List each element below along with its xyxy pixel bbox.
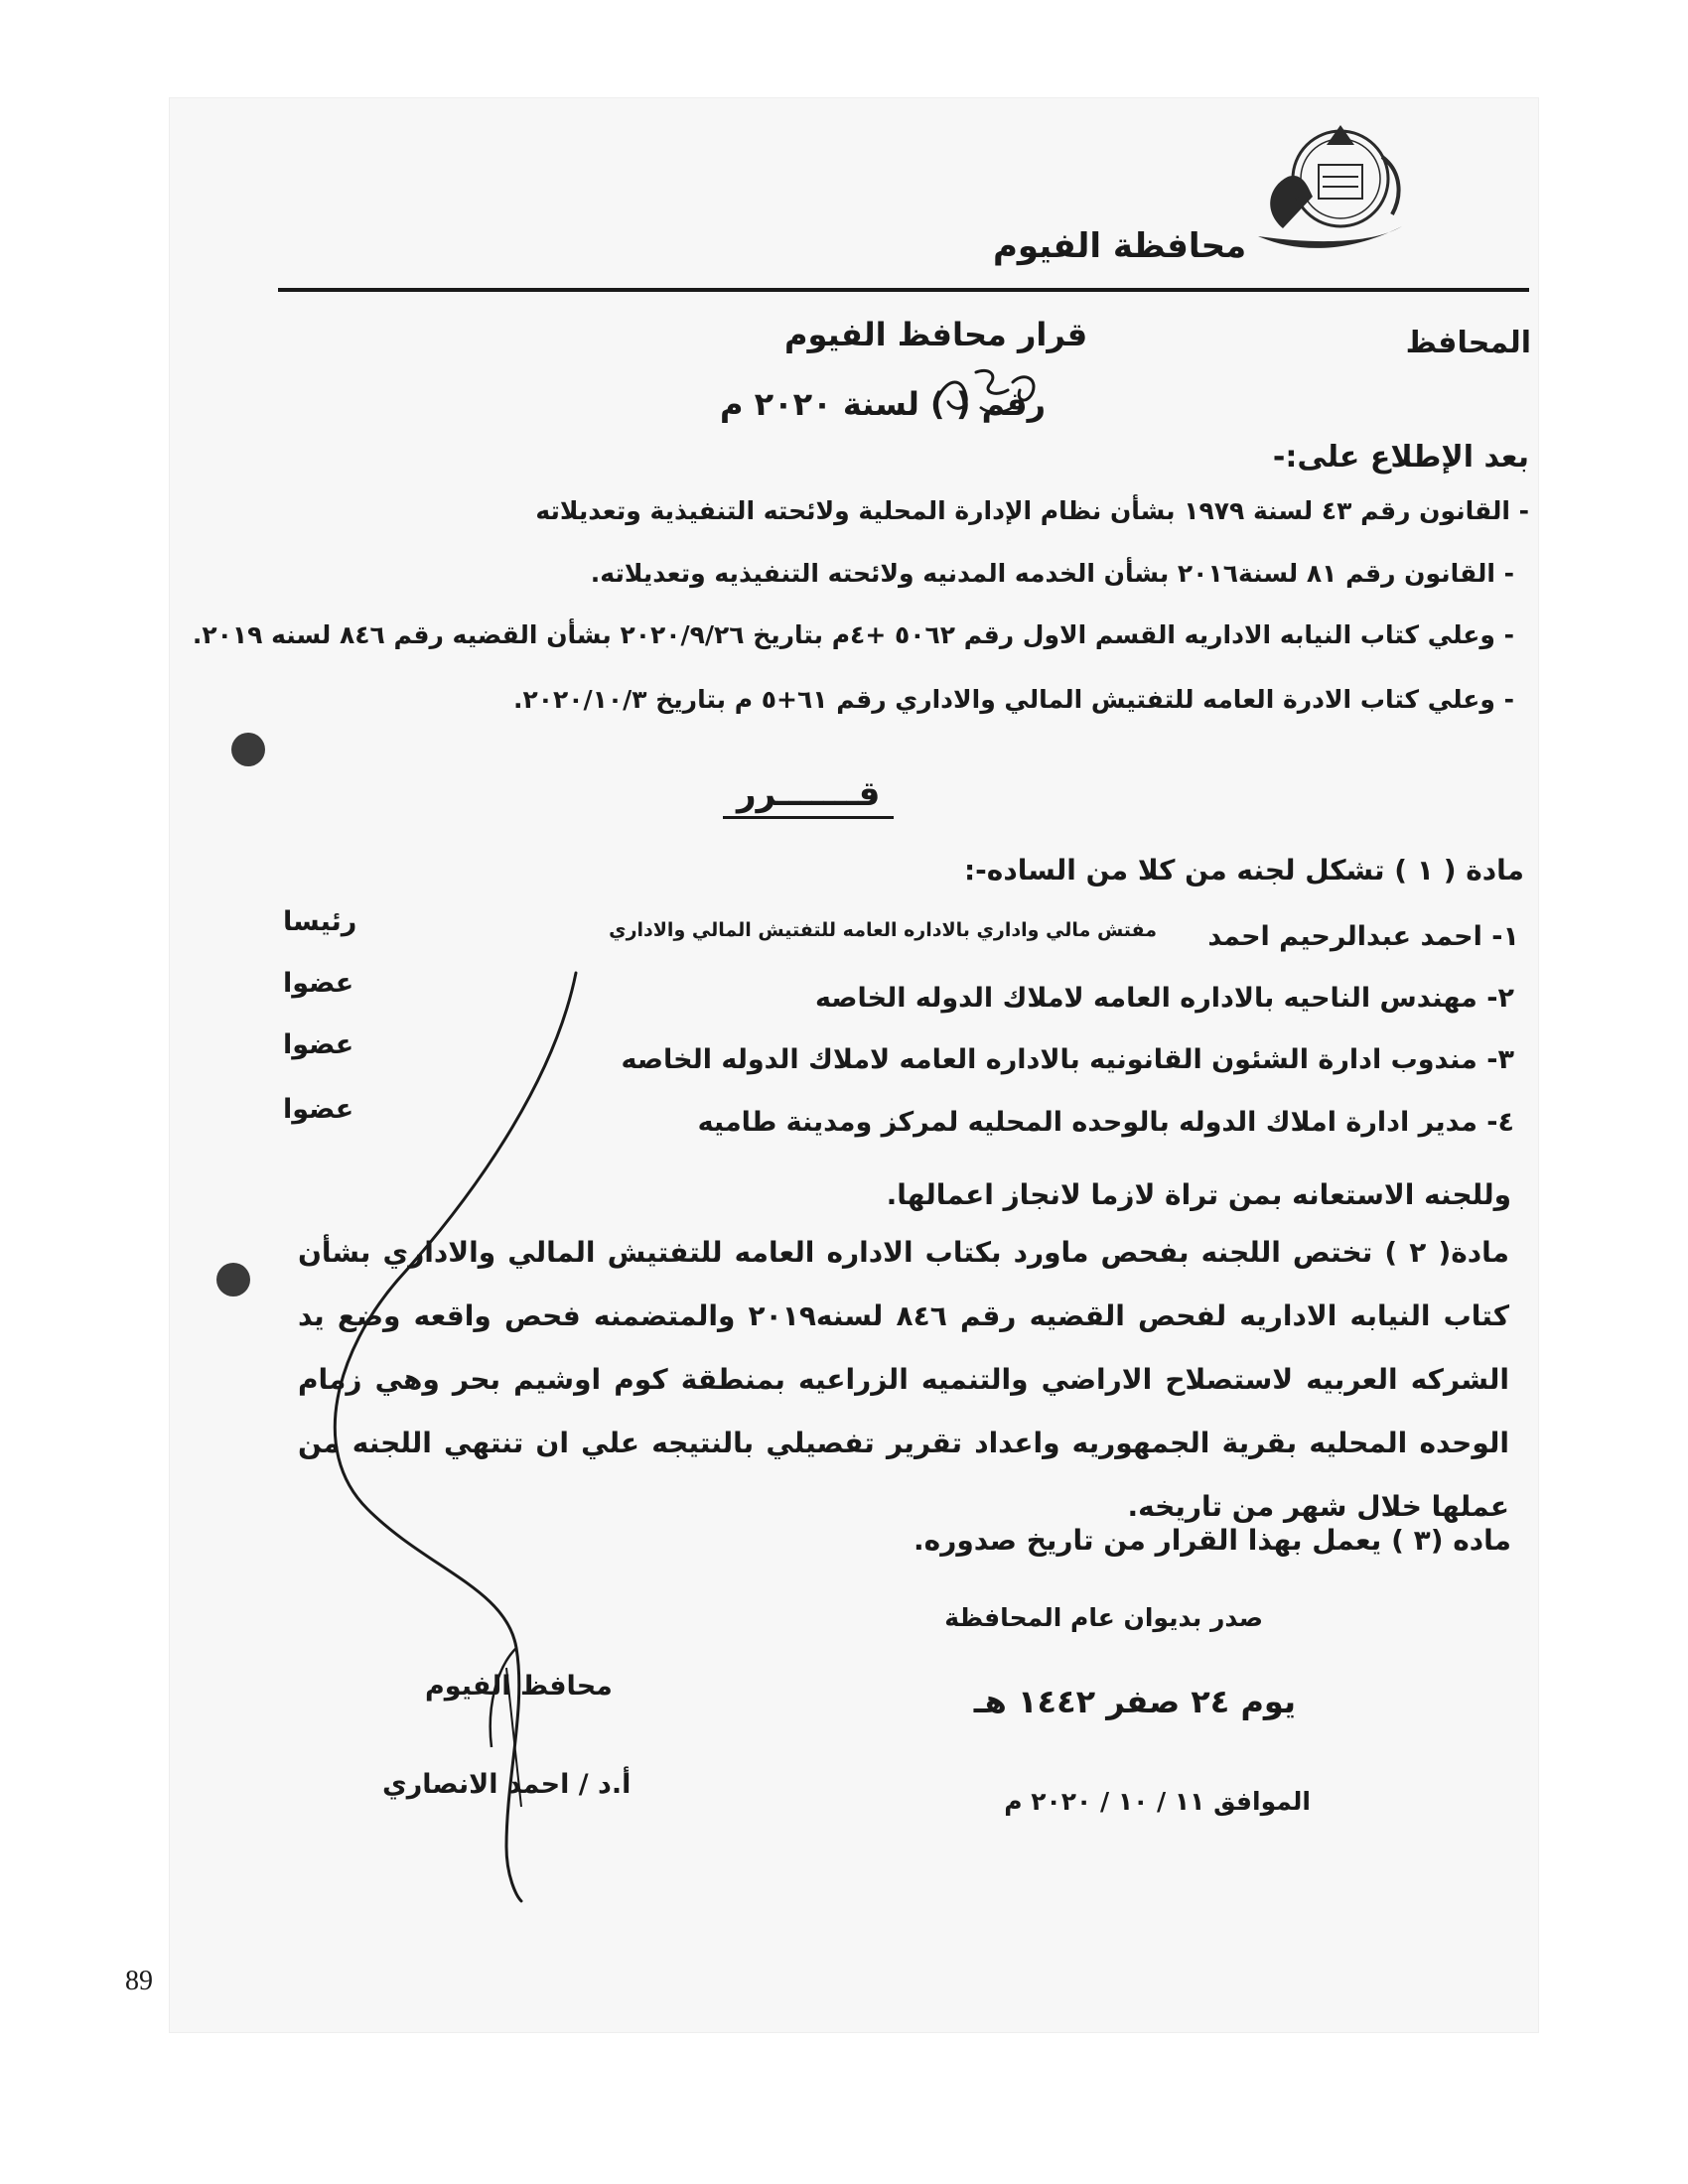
punch-hole (231, 733, 265, 766)
decree-number-line: رقم ( ) لسنة ٢٠٢٠ م (720, 385, 1047, 423)
article-1-heading: مادة ( ١ ) تشكل لجنه من كلا من الساده-: (963, 854, 1524, 887)
date-hijri: يوم ٢٤ صفر ١٤٤٢ هـ (973, 1683, 1296, 1720)
handwritten-decree-number (928, 352, 1048, 422)
date-gregorian: الموافق ١١ / ١٠ / ٢٠٢٠ م (1004, 1787, 1311, 1816)
signatory-name: أ.د / احمد الانصاري (382, 1769, 632, 1800)
issued-at: صدر بديوان عام المحافظة (944, 1603, 1263, 1632)
committee-member-role: عضوا (283, 968, 354, 999)
reference-item: - وعلي كتاب الادرة العامه للتفتيش المالي والاداري رقم ٦١+٥ م بتاريخ ٢٠٢٠/١٠/٣. (512, 685, 1514, 714)
page-number: 89 (125, 1966, 153, 1996)
committee-member-name: ٢- مهندس الناحيه بالاداره العامه لاملاك الدوله الخاصه (815, 983, 1514, 1014)
punch-hole (216, 1263, 250, 1297)
reference-item: - القانون رقم ٤٣ لسنة ١٩٧٩ بشأن نظام الإدارة المحلية ولائحته التنفيذية وتعديلاته (535, 496, 1529, 525)
governorate-name: محافظة الفيوم (993, 226, 1247, 266)
after-review-heading: بعد الإطلاع على:- (1272, 440, 1529, 475)
signatory-title: محافظ الفيوم (425, 1671, 613, 1702)
governor-title: المحافظ (1405, 326, 1531, 360)
article-3-clause: ماده (٣ ) يعمل بهذا القرار من تاريخ صدوره. (914, 1524, 1511, 1557)
committee-member-name: ١- احمد عبدالرحيم احمد (1207, 921, 1519, 952)
article-2-paragraph: مادة( ٢ ) تختص اللجنه بفحص ماورد بكتاب الاداره العامه للتفتيش المالي والاداري بشأن كتاب النيابه الاداريه لفحص القضيه رقم ٨٤٦ لسنه٢٠١٩ والمتضمنه فحص واقعه وضع يد الشركه العربيه لاستصلاح الاراضي والتنميه الزراعيه بمنطقة كوم اوشيم بحر وهي زمام الوحده المحليه بقرية الجمهوريه واعداد تقرير تفصيلي بالنتيجه علي ان تنتهي اللجنه من عملها خلال شهر من تاريخه. (298, 1236, 1510, 1523)
committee-member-role: رئيسا (283, 906, 357, 937)
committee-assistance-clause: وللجنه الاستعانه بمن تراة لازما لانجاز اعمالها. (886, 1178, 1511, 1211)
committee-member-role: عضوا (283, 1094, 354, 1125)
committee-member-name: ٣- مندوب ادارة الشئون القانونيه بالاداره العامه لاملاك الدوله الخاصه (621, 1044, 1514, 1075)
decides-heading: قـــــــرر (723, 774, 894, 819)
decree-title: قرار محافظ الفيوم (784, 316, 1088, 353)
header-divider (278, 288, 1529, 292)
governorate-emblem-icon (1253, 117, 1417, 261)
reference-item: - القانون رقم ٨١ لسنة٢٠١٦ بشأن الخدمه المدنيه ولائحته التنفيذيه وتعديلاته. (590, 559, 1514, 588)
handwritten-signature (318, 953, 715, 1906)
committee-member-name: ٤- مدير ادارة املاك الدوله بالوحده المحليه لمركز ومدينة طاميه (697, 1107, 1514, 1138)
committee-member-role: عضوا (283, 1029, 354, 1060)
committee-member-note: مفتش مالي واداري بالاداره العامه للتفتيش المالي والاداري (609, 919, 1157, 941)
reference-item: - وعلي كتاب النيابه الاداريه القسم الاول رقم ٥٠٦٢ +٤م بتاريخ ٢٠٢٠/٩/٢٦ بشأن القضيه رقم ٨٤٦ لسنه ٢٠١٩. (192, 620, 1514, 649)
